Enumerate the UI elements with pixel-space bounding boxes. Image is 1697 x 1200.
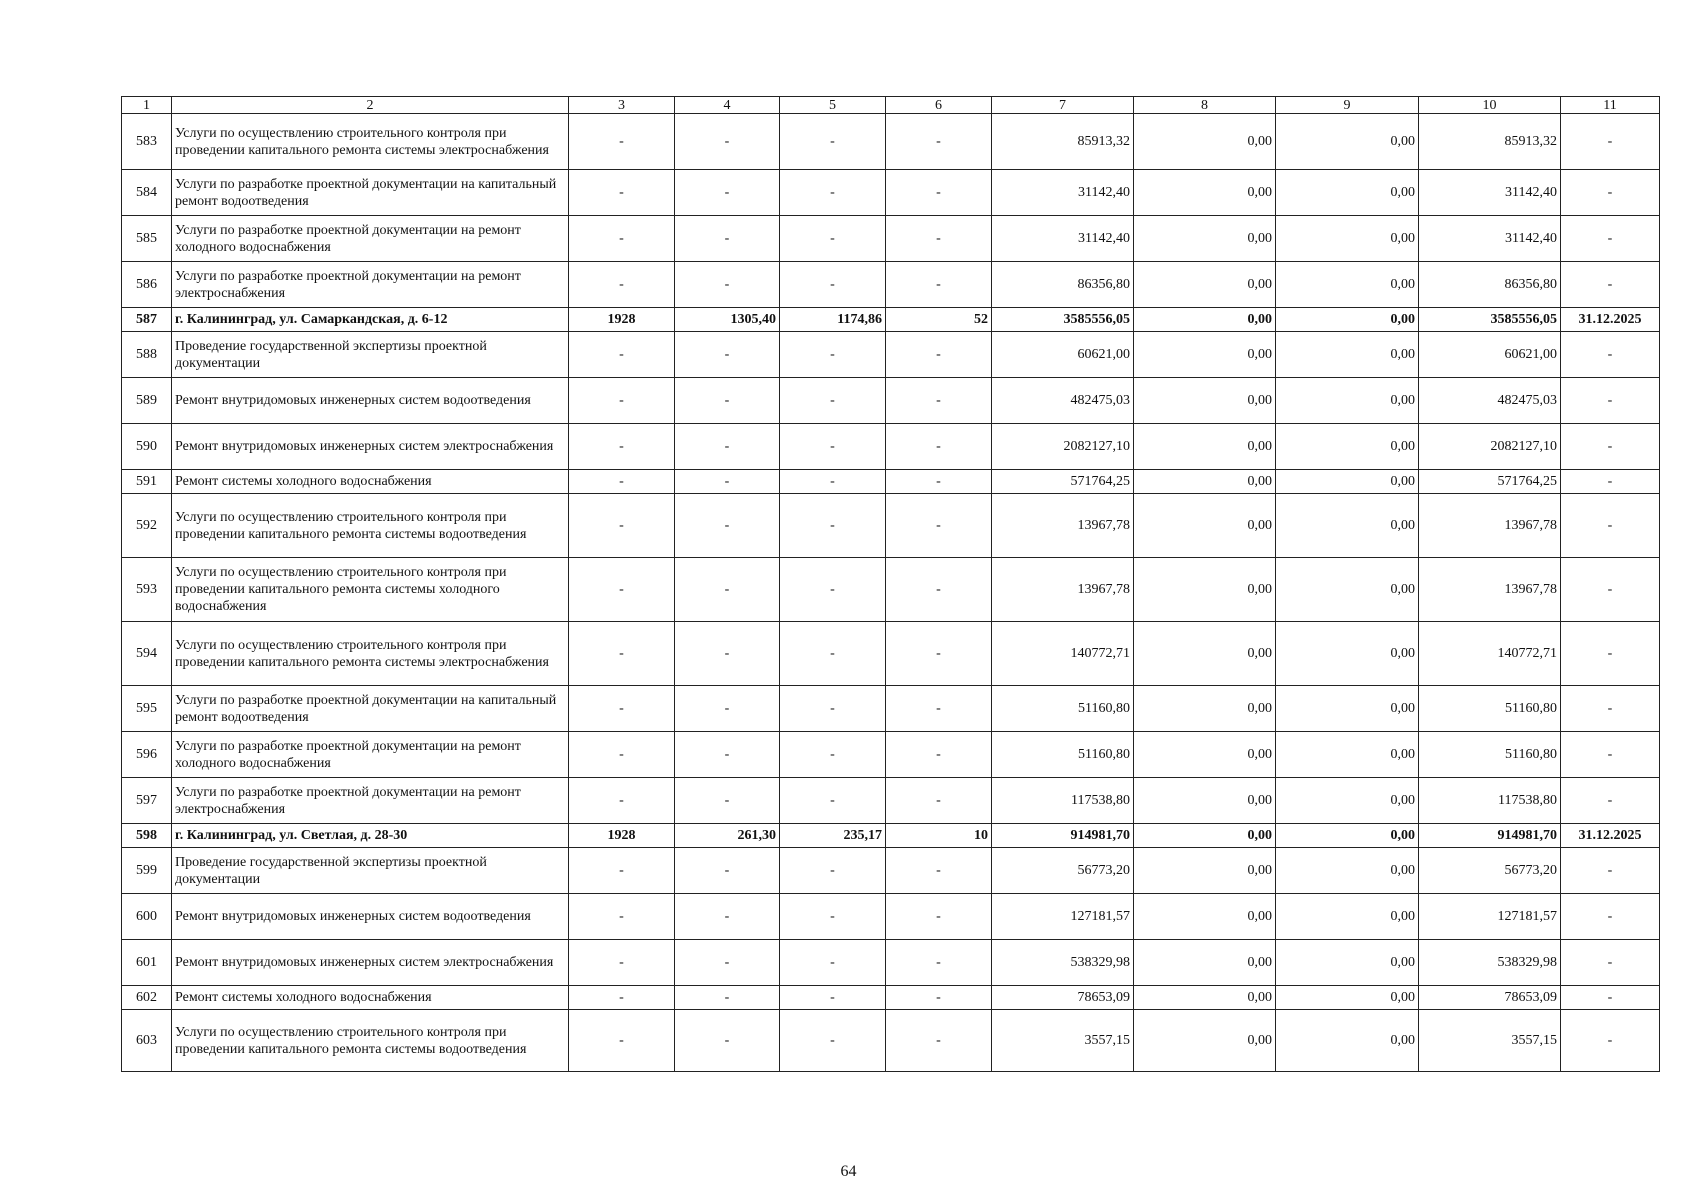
row-number-cell: 598 [122,824,172,848]
total-cost-cell: 3585556,05 [992,308,1134,332]
area-living-cell: - [780,494,886,558]
year-cell: - [569,216,675,262]
area-living-cell: - [780,686,886,732]
work-description-cell: Услуги по разработке проектной документации на ремонт электроснабжения [172,778,569,824]
deadline-cell: - [1561,558,1660,622]
work-description-cell: Проведение государственной экспертизы проектной документации [172,332,569,378]
column-header: 4 [675,97,780,114]
area-living-cell: - [780,732,886,778]
area-living-cell: - [780,622,886,686]
work-description-cell: Ремонт внутридомовых инженерных систем водоотведения [172,894,569,940]
fund-cost-cell: 0,00 [1134,848,1276,894]
total-cost-cell: 13967,78 [992,558,1134,622]
area-living-cell: - [780,262,886,308]
year-cell: - [569,332,675,378]
fund-cost-cell: 0,00 [1134,308,1276,332]
area-total-cell: - [675,778,780,824]
row-number-cell: 583 [122,114,172,170]
column-header: 5 [780,97,886,114]
table-row [122,470,1660,494]
deadline-cell: - [1561,986,1660,1010]
residents-cell: - [886,1010,992,1072]
owner-cost-cell: 3585556,05 [1419,308,1561,332]
row-number-cell: 603 [122,1010,172,1072]
table-body [122,97,1660,1072]
area-living-cell: 1174,86 [780,308,886,332]
budget-cost-cell: 0,00 [1276,824,1419,848]
deadline-cell: - [1561,686,1660,732]
work-description-cell: Услуги по осуществлению строительного контроля при проведении капитального ремонта системы водоотведения [172,1010,569,1072]
area-total-cell: - [675,686,780,732]
fund-cost-cell: 0,00 [1134,686,1276,732]
budget-cost-cell: 0,00 [1276,622,1419,686]
fund-cost-cell: 0,00 [1134,216,1276,262]
owner-cost-cell: 56773,20 [1419,848,1561,894]
fund-cost-cell: 0,00 [1134,824,1276,848]
budget-cost-cell: 0,00 [1276,470,1419,494]
total-cost-cell: 60621,00 [992,332,1134,378]
table-row [122,848,1660,894]
deadline-cell: 31.12.2025 [1561,308,1660,332]
total-cost-cell: 13967,78 [992,494,1134,558]
area-total-cell: - [675,986,780,1010]
owner-cost-cell: 51160,80 [1419,732,1561,778]
deadline-cell: - [1561,622,1660,686]
deadline-cell: - [1561,114,1660,170]
row-number-cell: 599 [122,848,172,894]
residents-cell: - [886,986,992,1010]
area-living-cell: - [780,378,886,424]
area-total-cell: - [675,470,780,494]
deadline-cell: - [1561,424,1660,470]
area-living-cell: - [780,986,886,1010]
budget-cost-cell: 0,00 [1276,732,1419,778]
budget-cost-cell: 0,00 [1276,308,1419,332]
area-total-cell: - [675,424,780,470]
page-number: 64 [840,1163,857,1180]
residents-cell: - [886,332,992,378]
area-living-cell: - [780,558,886,622]
residents-cell: - [886,494,992,558]
repair-works-table [121,96,1660,1072]
year-cell: - [569,940,675,986]
owner-cost-cell: 117538,80 [1419,778,1561,824]
work-description-cell: Услуги по осуществлению строительного контроля при проведении капитального ремонта системы водоотведения [172,494,569,558]
area-total-cell: - [675,558,780,622]
year-cell: - [569,494,675,558]
residents-cell: - [886,424,992,470]
area-living-cell: - [780,778,886,824]
deadline-cell: - [1561,332,1660,378]
row-number-cell: 589 [122,378,172,424]
table-row [122,940,1660,986]
work-description-cell: Проведение государственной экспертизы проектной документации [172,848,569,894]
area-total-cell: 1305,40 [675,308,780,332]
owner-cost-cell: 2082127,10 [1419,424,1561,470]
fund-cost-cell: 0,00 [1134,170,1276,216]
row-number-cell: 591 [122,470,172,494]
table-row [122,686,1660,732]
fund-cost-cell: 0,00 [1134,622,1276,686]
area-total-cell: - [675,378,780,424]
table-row [122,262,1660,308]
budget-cost-cell: 0,00 [1276,378,1419,424]
budget-cost-cell: 0,00 [1276,494,1419,558]
column-header: 11 [1561,97,1660,114]
budget-cost-cell: 0,00 [1276,170,1419,216]
year-cell: - [569,262,675,308]
owner-cost-cell: 571764,25 [1419,470,1561,494]
deadline-cell: - [1561,170,1660,216]
area-total-cell: - [675,216,780,262]
table-row [122,494,1660,558]
deadline-cell: - [1561,216,1660,262]
fund-cost-cell: 0,00 [1134,986,1276,1010]
row-number-cell: 584 [122,170,172,216]
owner-cost-cell: 482475,03 [1419,378,1561,424]
total-cost-cell: 914981,70 [992,824,1134,848]
owner-cost-cell: 13967,78 [1419,494,1561,558]
column-header: 9 [1276,97,1419,114]
total-cost-cell: 117538,80 [992,778,1134,824]
budget-cost-cell: 0,00 [1276,558,1419,622]
column-header: 2 [172,97,569,114]
table-row [122,424,1660,470]
residents-cell: - [886,262,992,308]
deadline-cell: - [1561,1010,1660,1072]
area-total-cell: - [675,732,780,778]
residents-cell: - [886,894,992,940]
row-number-cell: 596 [122,732,172,778]
table-row [122,1010,1660,1072]
row-number-cell: 585 [122,216,172,262]
fund-cost-cell: 0,00 [1134,424,1276,470]
budget-cost-cell: 0,00 [1276,894,1419,940]
residents-cell: - [886,170,992,216]
row-number-cell: 593 [122,558,172,622]
area-total-cell: - [675,114,780,170]
table-row [122,170,1660,216]
area-total-cell: 261,30 [675,824,780,848]
column-number-row [122,97,1660,114]
budget-cost-cell: 0,00 [1276,216,1419,262]
work-description-cell: Услуги по разработке проектной документации на капитальный ремонт водоотведения [172,686,569,732]
owner-cost-cell: 85913,32 [1419,114,1561,170]
area-living-cell: - [780,170,886,216]
area-living-cell: - [780,332,886,378]
deadline-cell: - [1561,732,1660,778]
total-cost-cell: 51160,80 [992,732,1134,778]
residents-cell: - [886,686,992,732]
residents-cell: - [886,470,992,494]
year-cell: - [569,622,675,686]
deadline-cell: - [1561,494,1660,558]
column-header: 7 [992,97,1134,114]
residents-cell: 10 [886,824,992,848]
deadline-cell: - [1561,262,1660,308]
budget-cost-cell: 0,00 [1276,986,1419,1010]
work-description-cell: г. Калининград, ул. Самаркандская, д. 6-12 [172,308,569,332]
area-total-cell: - [675,262,780,308]
residents-cell: - [886,940,992,986]
row-number-cell: 602 [122,986,172,1010]
owner-cost-cell: 51160,80 [1419,686,1561,732]
table-row [122,308,1660,332]
total-cost-cell: 78653,09 [992,986,1134,1010]
year-cell: - [569,894,675,940]
row-number-cell: 601 [122,940,172,986]
total-cost-cell: 140772,71 [992,622,1134,686]
area-living-cell: - [780,894,886,940]
area-living-cell: 235,17 [780,824,886,848]
area-total-cell: - [675,170,780,216]
fund-cost-cell: 0,00 [1134,114,1276,170]
budget-cost-cell: 0,00 [1276,940,1419,986]
row-number-cell: 587 [122,308,172,332]
fund-cost-cell: 0,00 [1134,332,1276,378]
row-number-cell: 600 [122,894,172,940]
area-total-cell: - [675,332,780,378]
area-living-cell: - [780,848,886,894]
total-cost-cell: 31142,40 [992,170,1134,216]
year-cell: - [569,170,675,216]
area-living-cell: - [780,940,886,986]
year-cell: - [569,558,675,622]
work-description-cell: Ремонт внутридомовых инженерных систем электроснабжения [172,940,569,986]
deadline-cell: - [1561,378,1660,424]
table-row [122,622,1660,686]
total-cost-cell: 2082127,10 [992,424,1134,470]
work-description-cell: Ремонт внутридомовых инженерных систем электроснабжения [172,424,569,470]
total-cost-cell: 571764,25 [992,470,1134,494]
year-cell: - [569,778,675,824]
budget-cost-cell: 0,00 [1276,848,1419,894]
work-description-cell: Услуги по осуществлению строительного контроля при проведении капитального ремонта системы холодного водоснабжения [172,558,569,622]
table-row [122,378,1660,424]
budget-cost-cell: 0,00 [1276,262,1419,308]
total-cost-cell: 538329,98 [992,940,1134,986]
column-header: 3 [569,97,675,114]
year-cell: - [569,686,675,732]
fund-cost-cell: 0,00 [1134,558,1276,622]
year-cell: - [569,470,675,494]
year-cell: - [569,986,675,1010]
column-header: 6 [886,97,992,114]
deadline-cell: - [1561,470,1660,494]
owner-cost-cell: 127181,57 [1419,894,1561,940]
year-cell: - [569,378,675,424]
budget-cost-cell: 0,00 [1276,114,1419,170]
residents-cell: - [886,378,992,424]
row-number-cell: 595 [122,686,172,732]
year-cell: - [569,114,675,170]
column-header: 1 [122,97,172,114]
area-total-cell: - [675,848,780,894]
residents-cell: - [886,848,992,894]
year-cell: 1928 [569,308,675,332]
row-number-cell: 590 [122,424,172,470]
owner-cost-cell: 60621,00 [1419,332,1561,378]
total-cost-cell: 85913,32 [992,114,1134,170]
owner-cost-cell: 914981,70 [1419,824,1561,848]
total-cost-cell: 56773,20 [992,848,1134,894]
row-number-cell: 588 [122,332,172,378]
table-row [122,894,1660,940]
total-cost-cell: 86356,80 [992,262,1134,308]
owner-cost-cell: 86356,80 [1419,262,1561,308]
work-description-cell: Услуги по разработке проектной документации на ремонт холодного водоснабжения [172,732,569,778]
year-cell: - [569,732,675,778]
budget-cost-cell: 0,00 [1276,686,1419,732]
year-cell: 1928 [569,824,675,848]
area-living-cell: - [780,114,886,170]
deadline-cell: - [1561,778,1660,824]
table-row [122,558,1660,622]
table-row [122,216,1660,262]
residents-cell: - [886,732,992,778]
fund-cost-cell: 0,00 [1134,778,1276,824]
area-living-cell: - [780,1010,886,1072]
total-cost-cell: 127181,57 [992,894,1134,940]
fund-cost-cell: 0,00 [1134,940,1276,986]
deadline-cell: - [1561,894,1660,940]
budget-cost-cell: 0,00 [1276,1010,1419,1072]
fund-cost-cell: 0,00 [1134,262,1276,308]
total-cost-cell: 482475,03 [992,378,1134,424]
owner-cost-cell: 538329,98 [1419,940,1561,986]
area-total-cell: - [675,1010,780,1072]
area-total-cell: - [675,940,780,986]
residents-cell: - [886,114,992,170]
year-cell: - [569,424,675,470]
residents-cell: - [886,216,992,262]
budget-cost-cell: 0,00 [1276,778,1419,824]
work-description-cell: Услуги по осуществлению строительного контроля при проведении капитального ремонта системы электроснабжения [172,622,569,686]
work-description-cell: г. Калининград, ул. Светлая, д. 28-30 [172,824,569,848]
budget-cost-cell: 0,00 [1276,424,1419,470]
total-cost-cell: 3557,15 [992,1010,1134,1072]
work-description-cell: Услуги по разработке проектной документации на капитальный ремонт водоотведения [172,170,569,216]
table-row [122,986,1660,1010]
work-description-cell: Ремонт системы холодного водоснабжения [172,470,569,494]
owner-cost-cell: 78653,09 [1419,986,1561,1010]
work-description-cell: Услуги по разработке проектной документации на ремонт электроснабжения [172,262,569,308]
budget-cost-cell: 0,00 [1276,332,1419,378]
table-row [122,332,1660,378]
residents-cell: 52 [886,308,992,332]
row-number-cell: 597 [122,778,172,824]
fund-cost-cell: 0,00 [1134,1010,1276,1072]
area-total-cell: - [675,494,780,558]
row-number-cell: 592 [122,494,172,558]
fund-cost-cell: 0,00 [1134,494,1276,558]
total-cost-cell: 51160,80 [992,686,1134,732]
residents-cell: - [886,778,992,824]
deadline-cell: - [1561,940,1660,986]
owner-cost-cell: 31142,40 [1419,216,1561,262]
owner-cost-cell: 31142,40 [1419,170,1561,216]
row-number-cell: 586 [122,262,172,308]
residents-cell: - [886,622,992,686]
fund-cost-cell: 0,00 [1134,378,1276,424]
table-row [122,824,1660,848]
area-total-cell: - [675,894,780,940]
fund-cost-cell: 0,00 [1134,470,1276,494]
area-living-cell: - [780,216,886,262]
column-header: 10 [1419,97,1561,114]
deadline-cell: - [1561,848,1660,894]
area-total-cell: - [675,622,780,686]
work-description-cell: Ремонт системы холодного водоснабжения [172,986,569,1010]
owner-cost-cell: 13967,78 [1419,558,1561,622]
table-row [122,778,1660,824]
owner-cost-cell: 3557,15 [1419,1010,1561,1072]
residents-cell: - [886,558,992,622]
fund-cost-cell: 0,00 [1134,894,1276,940]
area-living-cell: - [780,424,886,470]
owner-cost-cell: 140772,71 [1419,622,1561,686]
work-description-cell: Услуги по разработке проектной документации на ремонт холодного водоснабжения [172,216,569,262]
deadline-cell: 31.12.2025 [1561,824,1660,848]
table-row [122,732,1660,778]
year-cell: - [569,1010,675,1072]
fund-cost-cell: 0,00 [1134,732,1276,778]
total-cost-cell: 31142,40 [992,216,1134,262]
table-row [122,114,1660,170]
work-description-cell: Ремонт внутридомовых инженерных систем водоотведения [172,378,569,424]
area-living-cell: - [780,470,886,494]
year-cell: - [569,848,675,894]
work-description-cell: Услуги по осуществлению строительного контроля при проведении капитального ремонта системы электроснабжения [172,114,569,170]
row-number-cell: 594 [122,622,172,686]
column-header: 8 [1134,97,1276,114]
